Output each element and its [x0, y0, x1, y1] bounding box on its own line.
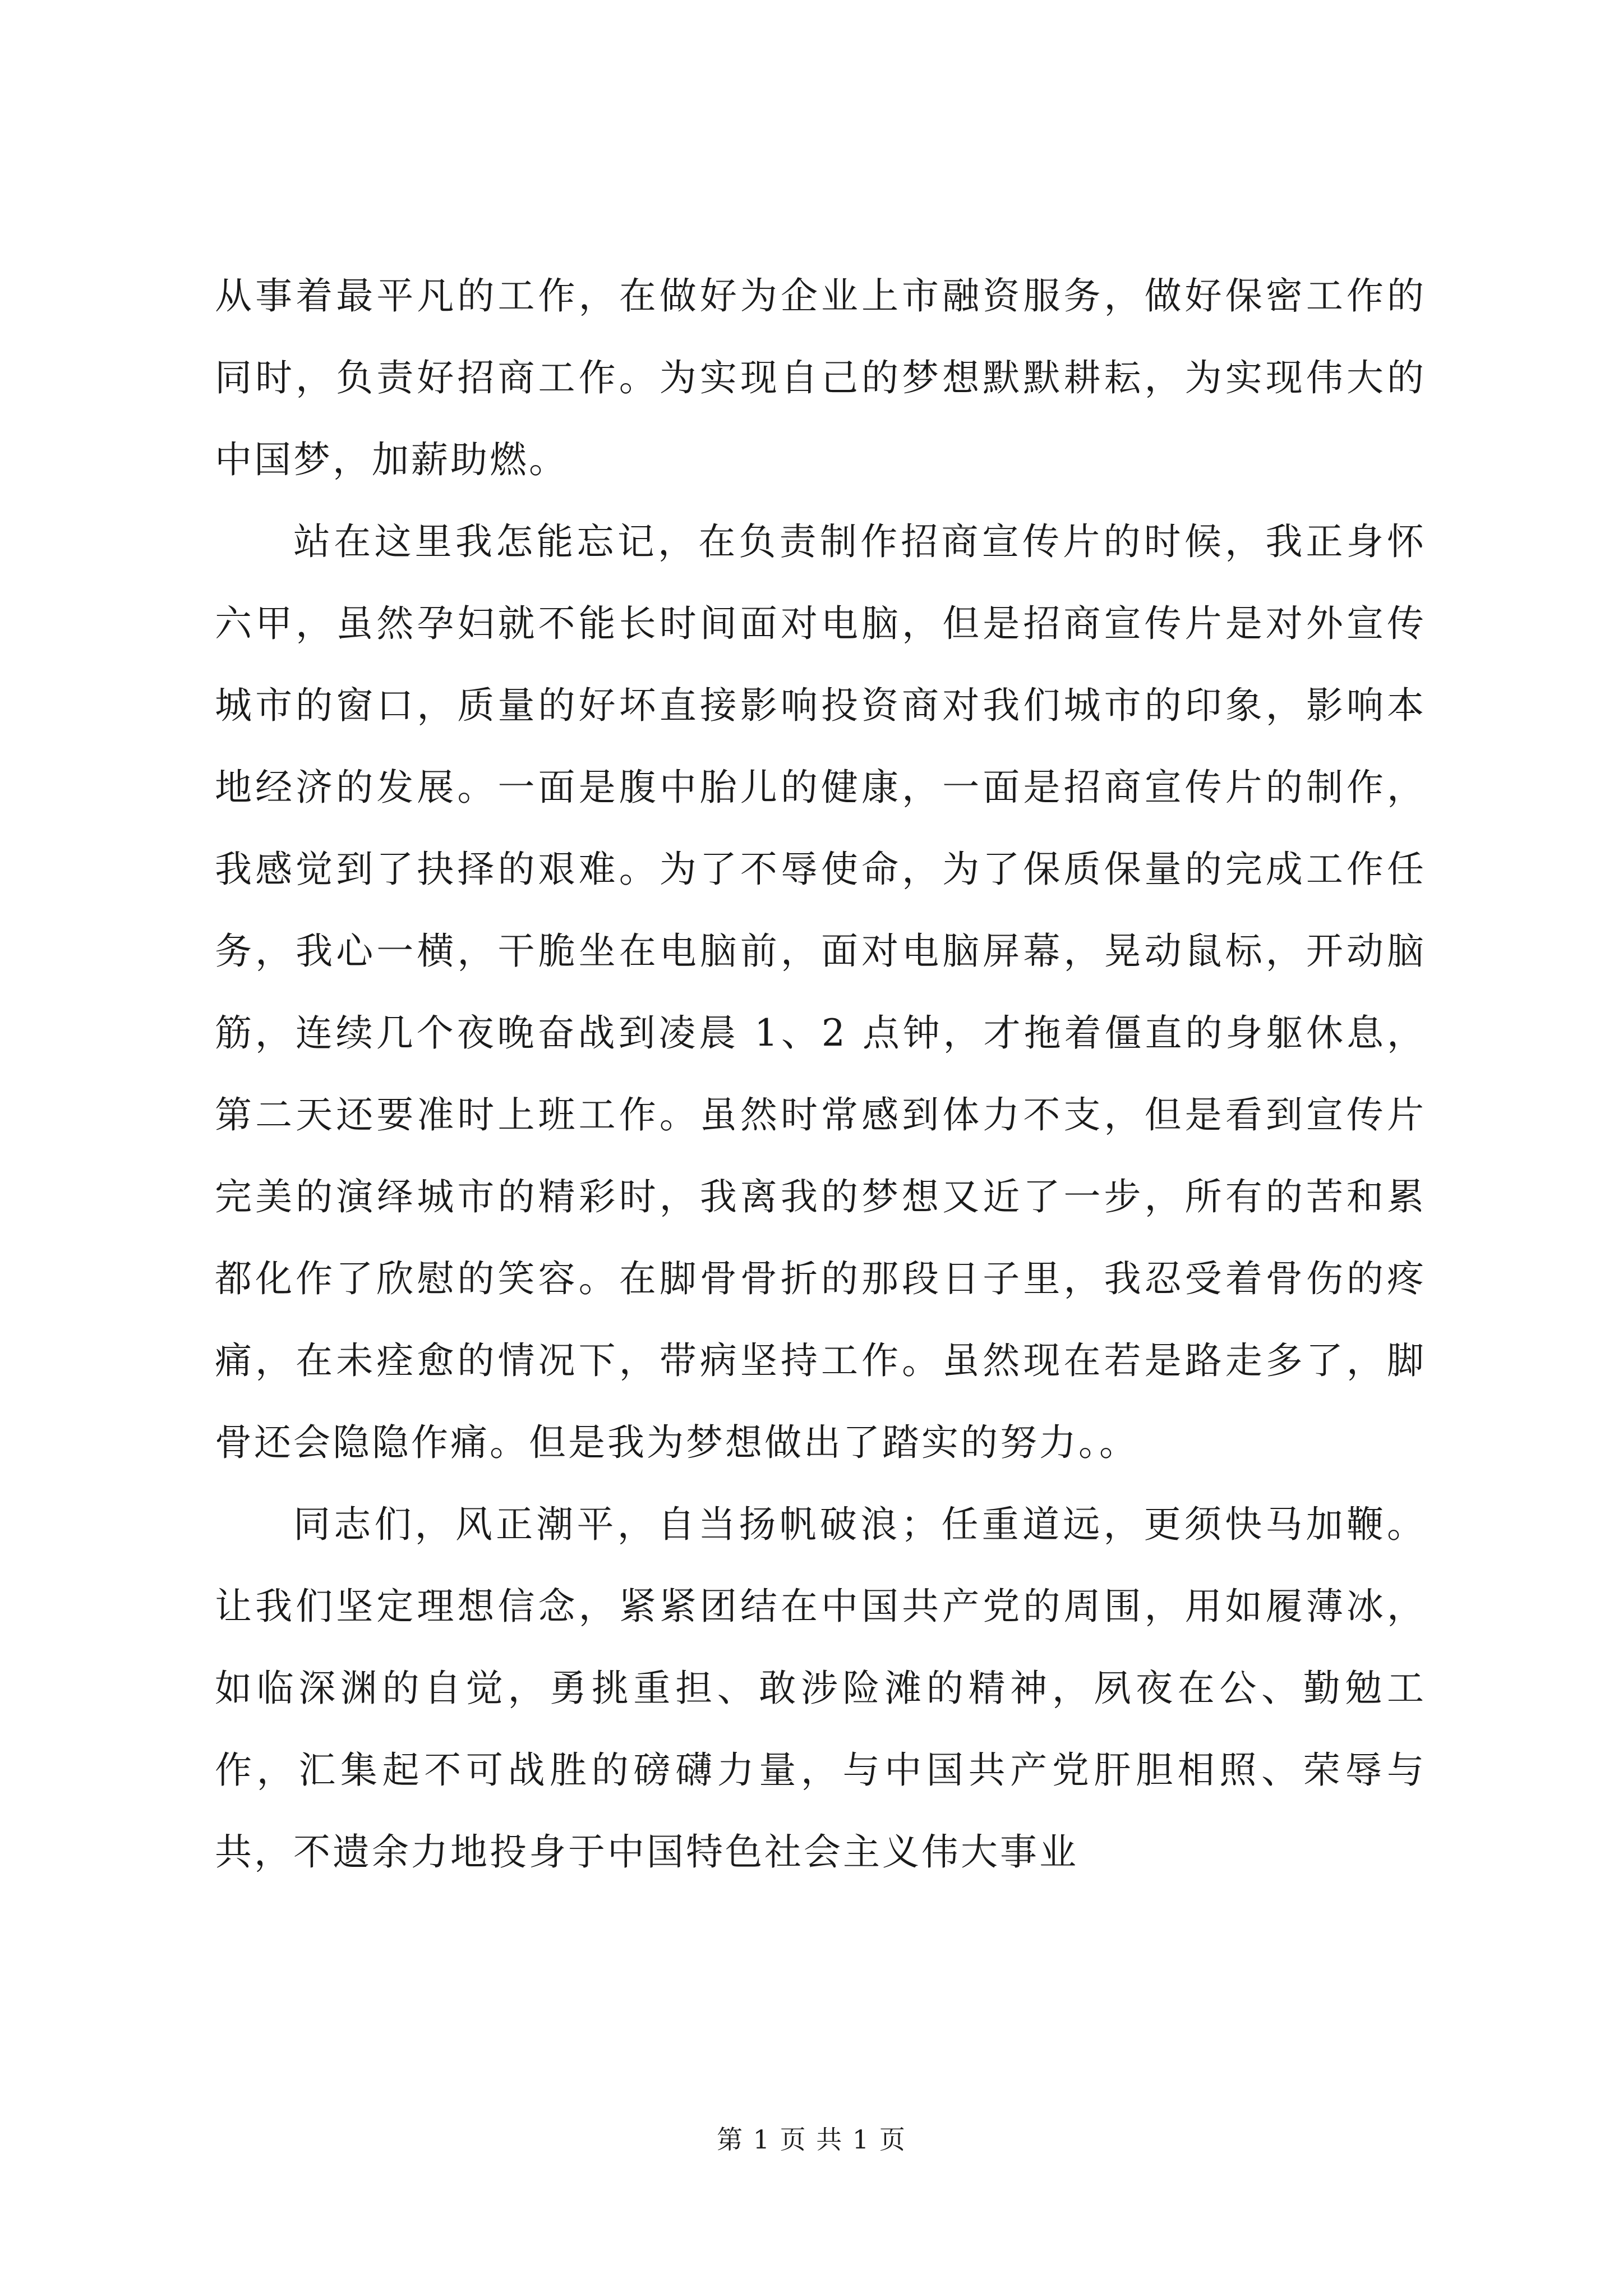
- document-body: [215, 255, 1426, 1893]
- paragraph-2: 站在这里我怎能忘记，在负责制作招商宣传片的时候，我正身怀六甲，虽然孕妇就不能长时间面对电脑，但是招商宣传片是对外宣传城市的窗口，质量的好坏直接影响投资商对我们城市的印象，影响本地经济的发展。一面是腹中胎儿的健康，一面是招商宣传片的制作，我感觉到了抉择的艰难。为了不辱使命，为了保质保量的完成工作任务，我心一横，干脆坐在电脑前，面对电脑屏幕，晃动鼠标，开动脑筋，连续几个夜晚奋战到凌晨 1、2 点钟，才拖着僵直的身躯休息，第二天还要准时上班工作。虽然时常感到体力不支，但是看到宣传片完美的演绎城市的精彩时，我离我的梦想又近了一步，所有的苦和累都化作了欣慰的笑容。在脚骨骨折的那段日子里，我忍受着骨伤的疼痛，在未痊愈的情况下，带病坚持工作。虽然现在若是路走多了，脚骨还会隐隐作痛。但是我为梦想做出了踏实的努力。。: [215, 520, 1426, 1464]
- paragraph-1: 从事着最平凡的工作，在做好为企业上市融资服务，做好保密工作的同时，负责好招商工作。为实现自己的梦想默默耕耘，为实现伟大的中国梦，加薪助燃。: [215, 274, 1426, 481]
- paragraph-3: 同志们，风正潮平，自当扬帆破浪；任重道远，更须快马加鞭。让我们坚定理想信念，紧紧团结在中国共产党的周围，用如履薄冰，如临深渊的自觉，勇挑重担、敢涉险滩的精神，夙夜在公、勤勉工作，汇集起不可战胜的磅礴力量，与中国共产党肝胆相照、荣辱与共，不遗余力地投身于中国特色社会主义伟大事业: [215, 1503, 1426, 1874]
- page-number-footer: 第 1 页 共 1 页: [717, 2124, 906, 2155]
